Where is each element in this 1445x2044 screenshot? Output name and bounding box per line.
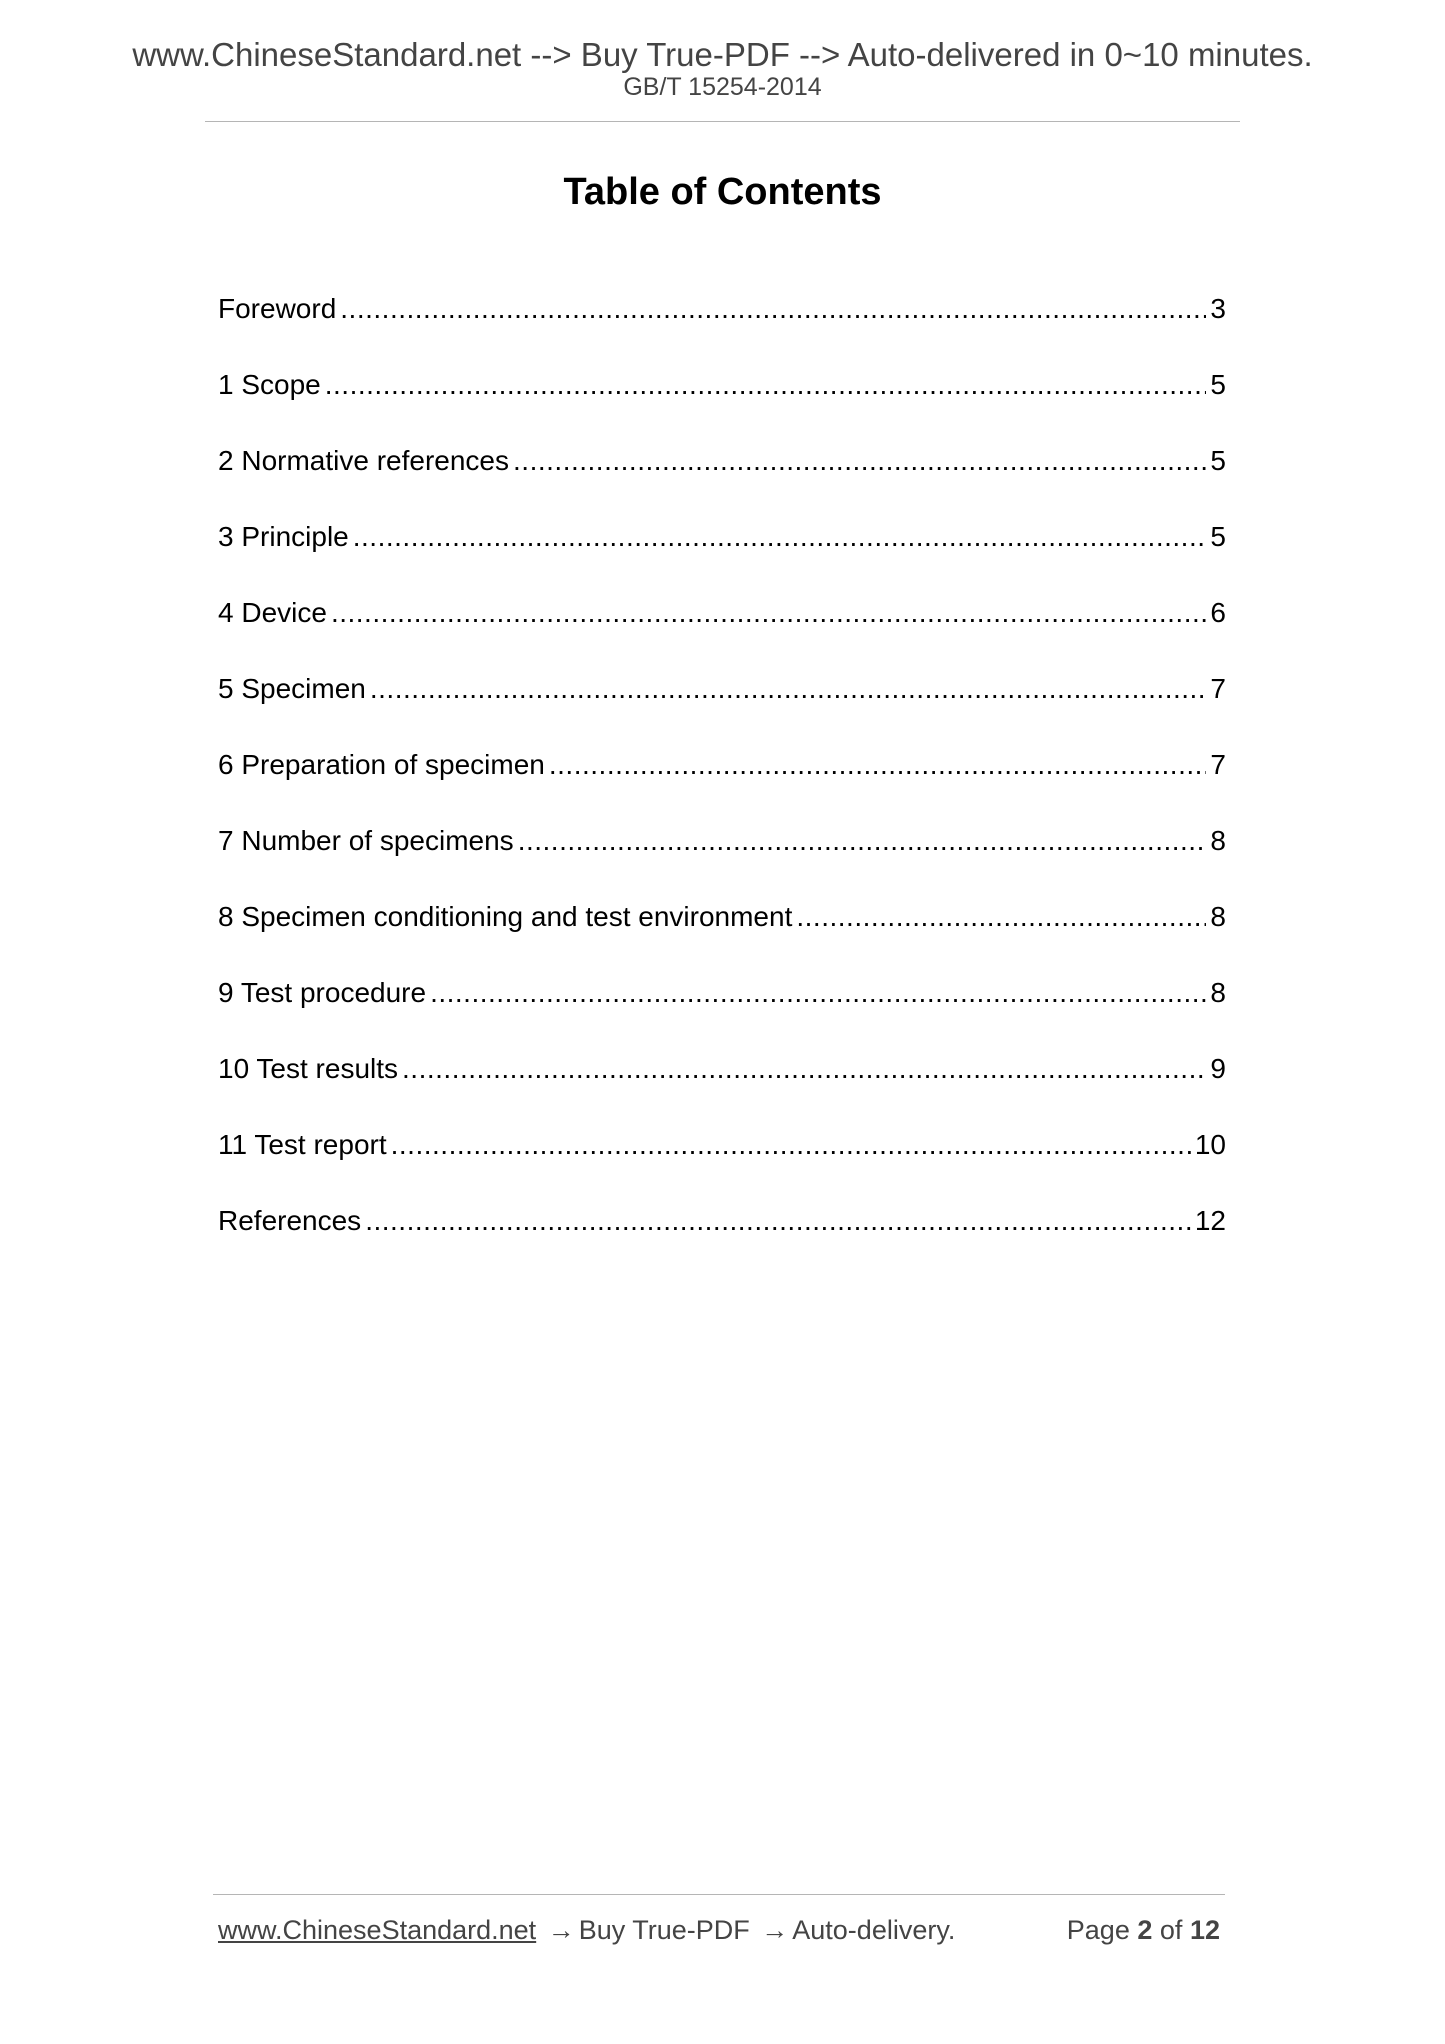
- footer-divider: [213, 1894, 1225, 1895]
- site-banner: www.ChineseStandard.net --> Buy True-PDF --> Auto-delivered in 0~10 minutes.: [132, 36, 1313, 73]
- toc-entry-label: 6 Preparation of specimen: [218, 749, 545, 780]
- toc-entry-page: 6: [1210, 597, 1226, 628]
- toc-entry-label: 11 Test report: [218, 1129, 387, 1160]
- toc-dot-leader: [796, 899, 1206, 935]
- current-page-number: 2: [1137, 1915, 1153, 1945]
- toc-dot-leader: [513, 443, 1206, 479]
- toc-dot-leader: [365, 1203, 1191, 1239]
- arrow-right-icon: →: [547, 1915, 575, 1945]
- toc-entry-scope[interactable]: [218, 367, 1226, 443]
- of-word: of: [1159, 1915, 1183, 1945]
- toc-dot-leader: [370, 671, 1207, 707]
- toc-dot-leader: [430, 975, 1206, 1011]
- document-code: GB/T 15254-2014: [623, 73, 822, 101]
- page-indicator: [1067, 1917, 1220, 1944]
- toc-entry-foreword[interactable]: [218, 291, 1226, 367]
- toc-dot-leader: [325, 367, 1207, 403]
- toc-entry-page: 5: [1210, 445, 1226, 476]
- toc-entry-page: 10: [1194, 1129, 1226, 1160]
- toc-entry-label: 5 Specimen: [218, 673, 366, 704]
- toc-entry-label: 1 Scope: [218, 369, 321, 400]
- toc-entry-preparation-of-specimen[interactable]: [218, 747, 1226, 823]
- toc-entry-references[interactable]: [218, 1203, 1226, 1279]
- toc-entry-label: 8 Specimen conditioning and test environment: [218, 901, 793, 932]
- toc-entry-page: 7: [1210, 749, 1226, 780]
- toc-entry-label: 7 Number of specimens: [218, 825, 514, 856]
- toc-entry-test-results[interactable]: [218, 1051, 1226, 1127]
- toc-entry-label: 4 Device: [218, 597, 327, 628]
- toc-dot-leader: [549, 747, 1207, 783]
- toc-entry-page: 5: [1210, 521, 1226, 552]
- toc-entry-label: 10 Test results: [218, 1053, 399, 1084]
- toc-entry-test-procedure[interactable]: [218, 975, 1226, 1051]
- toc-entry-page: 8: [1210, 825, 1226, 856]
- toc-entry-page: 8: [1210, 901, 1226, 932]
- toc-entry-number-of-specimens[interactable]: [218, 823, 1226, 899]
- toc-dot-leader: [340, 291, 1206, 327]
- toc-dot-leader: [518, 823, 1207, 859]
- footer-promo: [218, 1917, 955, 1944]
- header-divider: [205, 121, 1240, 122]
- toc-entry-label: 3 Principle: [218, 521, 349, 552]
- toc-entry-specimen[interactable]: [218, 671, 1226, 747]
- toc-entry-label: 2 Normative references: [218, 445, 510, 476]
- site-link[interactable]: www.ChineseStandard.net: [218, 1915, 537, 1945]
- toc-dot-leader: [331, 595, 1206, 631]
- toc-entry-label: Foreword: [218, 293, 337, 324]
- toc-entry-page: 12: [1194, 1205, 1226, 1236]
- page-word: Page: [1066, 1915, 1130, 1945]
- toc-entry-principle[interactable]: [218, 519, 1226, 595]
- toc-entry-label: 9 Test procedure: [218, 977, 427, 1008]
- toc-entry-label: References: [218, 1205, 362, 1236]
- toc-entry-page: 8: [1210, 977, 1226, 1008]
- page-title: Table of Contents: [563, 171, 882, 213]
- toc-dot-leader: [391, 1127, 1191, 1163]
- arrow-right-icon: →: [761, 1915, 789, 1945]
- toc-entry-normative-references[interactable]: [218, 443, 1226, 519]
- toc-dot-leader: [353, 519, 1207, 555]
- footer-delivery-text: Auto-delivery.: [792, 1915, 956, 1945]
- toc-entry-conditioning-and-environment[interactable]: [218, 899, 1226, 975]
- table-of-contents: [218, 291, 1226, 1279]
- toc-entry-page: 3: [1210, 293, 1226, 324]
- toc-entry-test-report[interactable]: [218, 1127, 1226, 1203]
- toc-entry-device[interactable]: [218, 595, 1226, 671]
- footer-buy-text: Buy True-PDF: [578, 1915, 750, 1945]
- toc-entry-page: 7: [1210, 673, 1226, 704]
- toc-entry-page: 5: [1210, 369, 1226, 400]
- total-page-count: 12: [1189, 1915, 1220, 1945]
- toc-entry-page: 9: [1210, 1053, 1226, 1084]
- toc-dot-leader: [402, 1051, 1206, 1087]
